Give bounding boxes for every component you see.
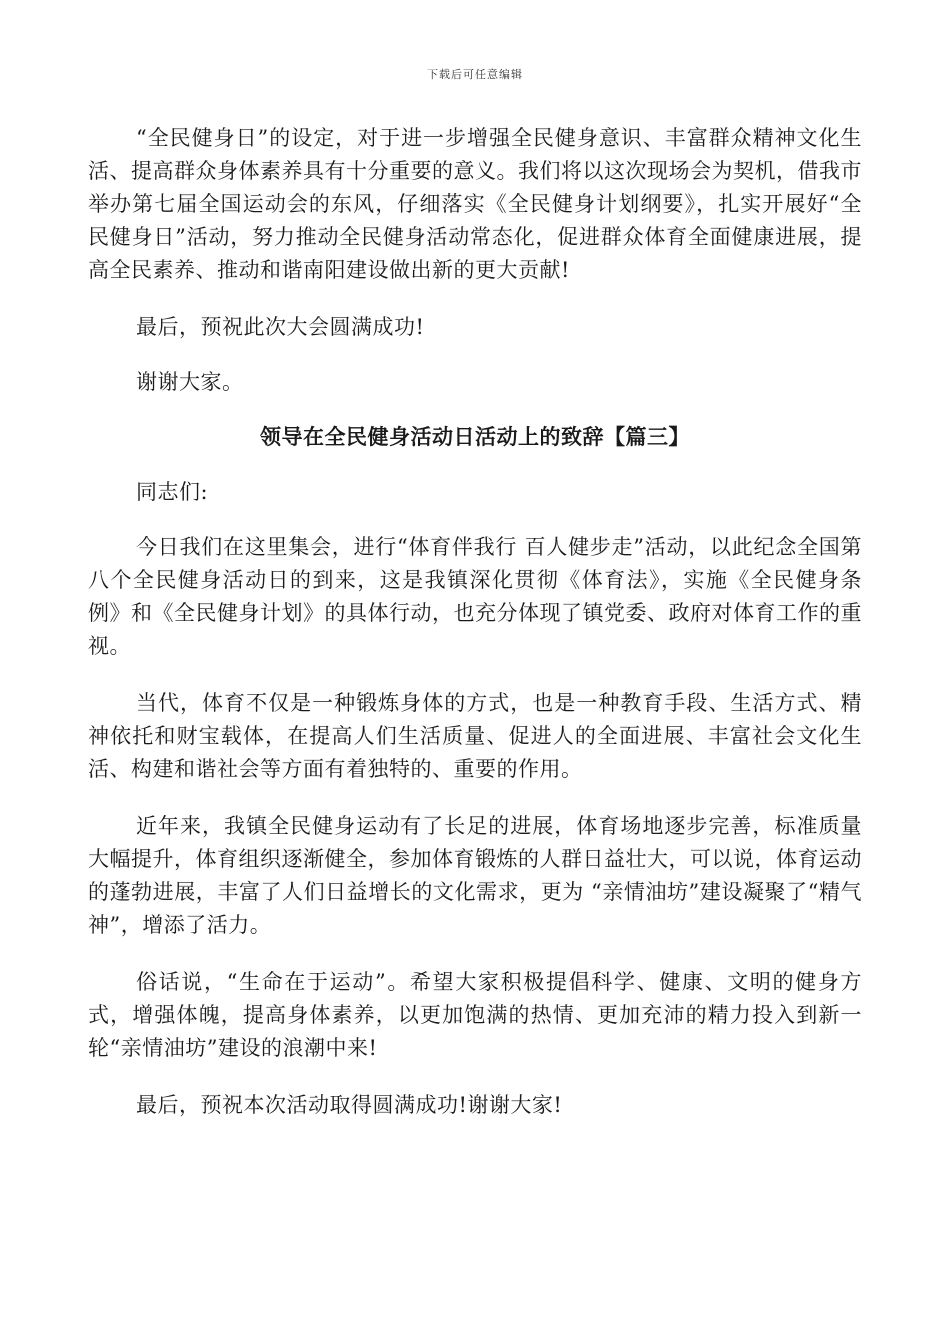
paragraph-closing-wish: 最后，预祝此次大会圆满成功! bbox=[136, 315, 425, 339]
paragraph-salutation: 同志们: bbox=[136, 480, 209, 504]
paragraph-role-of-sport: 当代，体育不仅是一种锻炼身体的方式，也是一种教育手段、生活方式、精神依托和财宝载体，在提高人们生活质量、促进人的全面进展、丰富社会文化生活、构建和谐社会等方面有着独特的、重要的作用。 bbox=[88, 691, 862, 781]
document-body bbox=[88, 122, 862, 1146]
section-title: 领导在全民健身活动日活动上的致辞【篇三】 bbox=[260, 425, 690, 449]
paragraph-thanks: 谢谢大家。 bbox=[136, 370, 244, 394]
paragraph-significance: “全民健身日”的设定，对于进一步增强全民健身意识、丰富群众精神文化生活、提高群众身体素养具有十分重要的意义。我们将以这次现场会为契机，借我市举办第七届全国运动会的东风，仔细落实《全民健身计划纲要》，扎实开展好“全民健身日”活动，努力推动全民健身活动常态化，促进群众体育全面健康进展，提高全民素养、推动和谐南阳建设做出新的更大贡献! bbox=[88, 126, 862, 282]
paragraph-final-wish: 最后，预祝本次活动取得圆满成功!谢谢大家! bbox=[136, 1093, 563, 1117]
paragraph-gathering: 今日我们在这里集会，进行“体育伴我行 百人健步走”活动，以此纪念全国第八个全民健身活动日的到来，这是我镇深化贯彻《体育法》，实施《全民健身条例》和《全民健身计划》的具体行动，也充分体现了镇党委、政府对体育工作的重视。 bbox=[88, 535, 862, 658]
paragraph-recent-progress: 近年来，我镇全民健身运动有了长足的进展，体育场地逐步完善，标准质量大幅提升，体育组织逐渐健全，参加体育锻炼的人群日益壮大，可以说，体育运动的蓬勃进展，丰富了人们日益增长的文化需求，更为 “亲情油坊”建设凝聚了“精气神”，增添了活力。 bbox=[88, 814, 862, 937]
header-note: 下载后可任意编辑 bbox=[427, 68, 523, 81]
paragraph-call-to-action: 俗话说，“生命在于运动”。希望大家积极提倡科学、健康、文明的健身方式，增强体魄，提高身体素养，以更加饱满的热情、更加充沛的精力投入到新一轮“亲情油坊”建设的浪潮中来! bbox=[88, 970, 862, 1060]
